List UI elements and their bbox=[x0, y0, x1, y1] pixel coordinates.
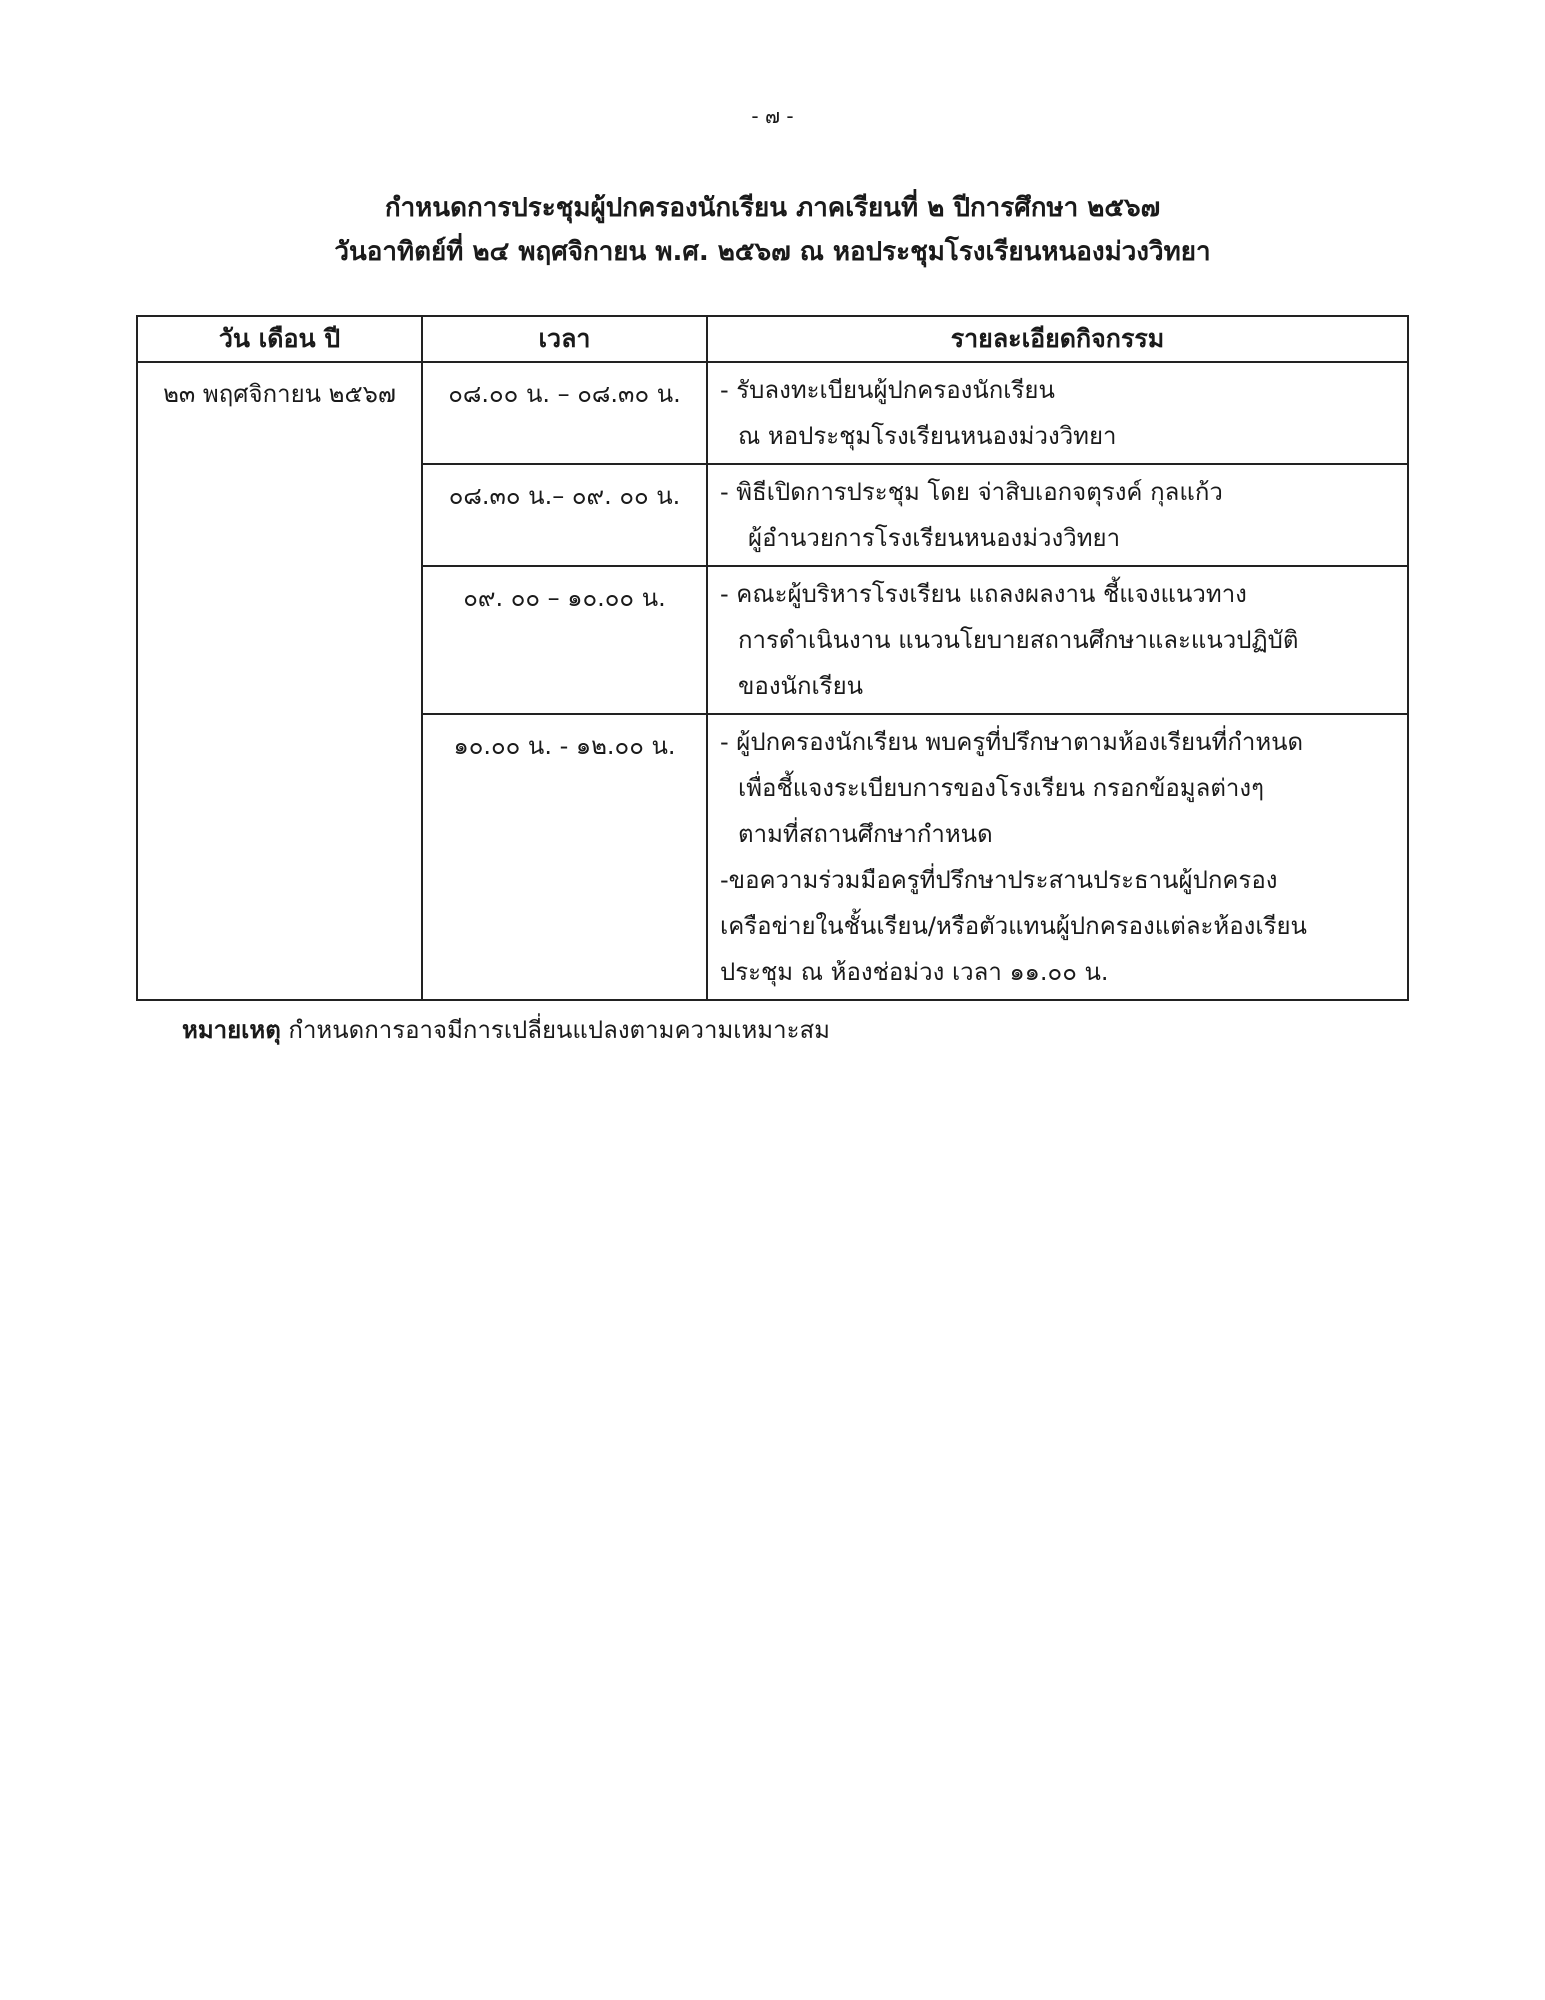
detail-cell bbox=[707, 362, 1408, 464]
time-cell: ๑๐.๐๐ น. - ๑๒.๐๐ น. bbox=[422, 714, 707, 1000]
remark-label: หมายเหตุ bbox=[182, 1016, 281, 1044]
detail-line: - คณะผู้บริหารโรงเรียน แถลงผลงาน ชี้แจงแนวทาง bbox=[720, 580, 1247, 608]
detail-line: ประชุม ณ ห้องช่อม่วง เวลา ๑๑.๐๐ น. bbox=[720, 958, 1109, 986]
detail-line: -ขอความร่วมมือครูที่ปรึกษาประสานประธานผู้ปกครอง bbox=[720, 866, 1278, 894]
remark bbox=[182, 1010, 830, 1049]
time-cell: ๐๘.๐๐ น. – ๐๘.๓๐ น. bbox=[422, 362, 707, 464]
schedule-table bbox=[136, 315, 1409, 1001]
detail-line: - รับลงทะเบียนผู้ปกครองนักเรียน bbox=[720, 376, 1055, 404]
title-line-1: กำหนดการประชุมผู้ปกครองนักเรียน ภาคเรียนที่ ๒ ปีการศึกษา ๒๕๖๗ bbox=[384, 193, 1161, 223]
header-time: เวลา bbox=[422, 316, 707, 362]
detail-line: ตามที่สถานศึกษากำหนด bbox=[738, 820, 993, 848]
detail-line: เครือข่ายในชั้นเรียน/หรือตัวแทนผู้ปกครองแต่ละห้องเรียน bbox=[720, 912, 1307, 940]
page-number: - ๗ - bbox=[751, 104, 794, 128]
table-row bbox=[137, 362, 1408, 464]
detail-line: - พิธีเปิดการประชุม โดย จ่าสิบเอกจตุรงค์ กุลแก้ว bbox=[720, 478, 1223, 506]
time-cell: ๐๘.๓๐ น.– ๐๙. ๐๐ น. bbox=[422, 464, 707, 566]
date-cell: ๒๓ พฤศจิกายน ๒๕๖๗ bbox=[137, 362, 422, 1000]
document-title bbox=[0, 186, 1545, 274]
detail-line: ของนักเรียน bbox=[738, 672, 864, 700]
detail-line: ผู้อำนวยการโรงเรียนหนองม่วงวิทยา bbox=[748, 524, 1121, 552]
detail-line: - ผู้ปกครองนักเรียน พบครูที่ปรึกษาตามห้องเรียนที่กำหนด bbox=[720, 728, 1304, 756]
detail-cell bbox=[707, 464, 1408, 566]
detail-line: การดำเนินงาน แนวนโยบายสถานศึกษาและแนวปฏิบัติ bbox=[738, 626, 1299, 654]
table-header-row bbox=[137, 316, 1408, 362]
header-detail: รายละเอียดกิจกรรม bbox=[707, 316, 1408, 362]
remark-text: กำหนดการอาจมีการเปลี่ยนแปลงตามความเหมาะสม bbox=[280, 1016, 830, 1044]
detail-line: ณ หอประชุมโรงเรียนหนองม่วงวิทยา bbox=[738, 422, 1117, 450]
title-line-2: วันอาทิตย์ที่ ๒๔ พฤศจิกายน พ.ศ. ๒๕๖๗ ณ หอประชุมโรงเรียนหนองม่วงวิทยา bbox=[334, 237, 1211, 267]
detail-cell bbox=[707, 566, 1408, 714]
detail-cell bbox=[707, 714, 1408, 1000]
time-cell: ๐๙. ๐๐ – ๑๐.๐๐ น. bbox=[422, 566, 707, 714]
header-date: วัน เดือน ปี bbox=[137, 316, 422, 362]
detail-line: เพื่อชี้แจงระเบียบการของโรงเรียน กรอกข้อมูลต่างๆ bbox=[738, 774, 1265, 802]
